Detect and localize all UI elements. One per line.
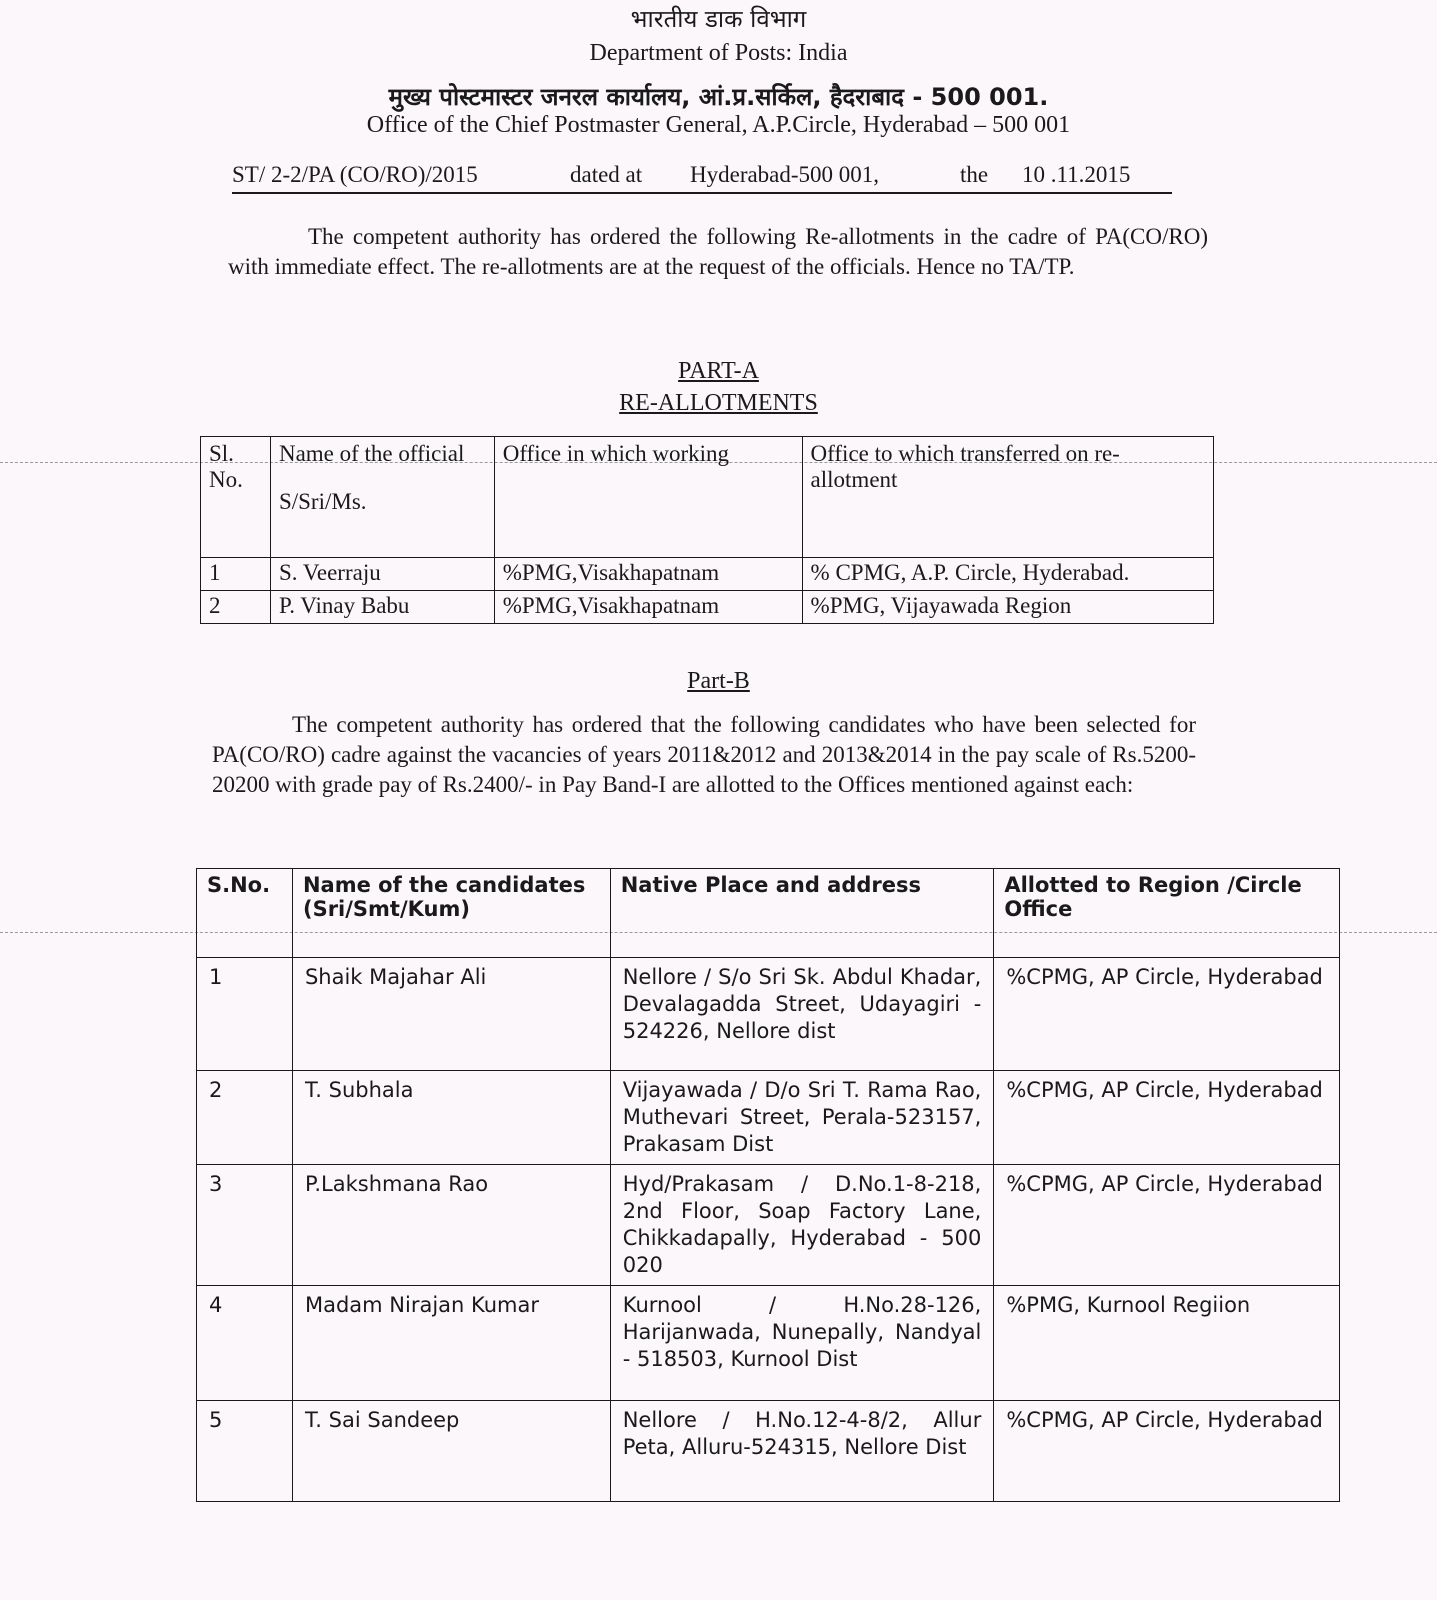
header-office-working: Office in which working (494, 437, 802, 558)
cell-allotted: %CPMG, AP Circle, Hyderabad (994, 1165, 1340, 1286)
reference-dated-label: dated at (570, 162, 643, 187)
cell-address: Hyd/Prakasam / D.No.1-8-218, 2nd Floor, Soap Factory Lane, Chikkadapally, Hyderabad - 500 020 (610, 1165, 994, 1286)
reallotment-table (200, 436, 1214, 624)
reference-date: 10 .11.2015 (1022, 162, 1131, 187)
header-office-transferred: Office to which transferred on re-allotment (802, 437, 1213, 558)
candidate-allotment-table (196, 868, 1340, 1502)
cell-name: P. Vinay Babu (270, 591, 494, 624)
cell-name: T. Sai Sandeep (292, 1401, 610, 1502)
header-sno: S.No. (197, 869, 293, 958)
part-a-subtitle: RE-ALLOTMENTS (619, 390, 818, 416)
cell-name: Madam Nirajan Kumar (292, 1286, 610, 1401)
cell-allotted: %CPMG, AP Circle, Hyderabad (994, 1401, 1340, 1502)
cell-address: Nellore / H.No.12-4-8/2, Allur Peta, Alluru-524315, Nellore Dist (610, 1401, 994, 1502)
cell-sno: 2 (197, 1071, 293, 1165)
cell-name: T. Subhala (292, 1071, 610, 1165)
cell-allotted: %PMG, Kurnool Regiion (994, 1286, 1340, 1401)
part-a-title: PART-A (678, 358, 759, 384)
office-heading: Office of the Chief Postmaster General, A.P.Circle, Hyderabad – 500 001 (366, 112, 1071, 138)
cell-working: %PMG,Visakhapatnam (494, 591, 802, 624)
reference-the-label: the (960, 162, 989, 187)
cell-working: %PMG,Visakhapatnam (494, 558, 802, 591)
reference-line (232, 160, 1172, 194)
table-row (197, 1286, 1340, 1401)
cell-name: S. Veerraju (270, 558, 494, 591)
department-heading: Department of Posts: India (589, 40, 848, 66)
hindi-department-heading: भारतीय डाक विभाग (630, 5, 807, 33)
header-allotted-office: Allotted to Region /Circle Office (994, 869, 1340, 958)
table-row (197, 958, 1340, 1071)
table-row (201, 591, 1214, 624)
part-b-paragraph: The competent authority has ordered that the following candidates who have been selected for PA(CO/RO) cadre against the vacancies of years 2011&2012 and 2013&2014 in the pay scale of Rs.5200-20200 with grade pay of Rs.2400/- in Pay Band-I are allotted to the Offices mentioned against each: (212, 712, 1196, 797)
cell-sno: 3 (197, 1165, 293, 1286)
header-name-of-official (270, 437, 494, 558)
header-sl-no: Sl. No. (201, 437, 271, 558)
cell-name: P.Lakshmana Rao (292, 1165, 610, 1286)
cell-sno: 4 (197, 1286, 293, 1401)
cell-sl: 1 (201, 558, 271, 591)
cell-allotted: %CPMG, AP Circle, Hyderabad (994, 1071, 1340, 1165)
cell-transferred: %PMG, Vijayawada Region (802, 591, 1213, 624)
table-row (201, 558, 1214, 591)
header-name-label: Name of the official (278, 441, 465, 466)
header-name-sub: S/Sri/Ms. (278, 489, 367, 514)
part-b-title: Part-B (687, 668, 750, 694)
cell-address: Kurnool / H.No.28-126, Harijanwada, Nunepally, Nandyal - 518503, Kurnool Dist (610, 1286, 994, 1401)
reference-place: Hyderabad-500 001, (690, 162, 880, 187)
cell-address: Vijayawada / D/o Sri T. Rama Rao, Muthevari Street, Perala-523157, Prakasam Dist (610, 1071, 994, 1165)
table-row (197, 1401, 1340, 1502)
cell-sno: 1 (197, 958, 293, 1071)
header-candidate-name: Name of the candidates (Sri/Smt/Kum) (292, 869, 610, 958)
cell-name: Shaik Majahar Ali (292, 958, 610, 1071)
table-row (197, 1071, 1340, 1165)
table-header-row (197, 869, 1340, 958)
reference-number: ST/ 2-2/PA (CO/RO)/2015 (232, 162, 478, 187)
hindi-office-heading: मुख्य पोस्टमास्टर जनरल कार्यालय, आं.प्र.सर्किल, हैदराबाद - 500 001. (388, 83, 1049, 111)
cell-address: Nellore / S/o Sri Sk. Abdul Khadar, Devalagadda Street, Udayagiri - 524226, Nellore dist (610, 958, 994, 1071)
intro-paragraph: The competent authority has ordered the following Re-allotments in the cadre of PA(CO/RO) with immediate effect. The re-allotments are at the request of the officials. Hence no TA/TP. (228, 224, 1208, 279)
table-header-row (201, 437, 1214, 558)
cell-allotted: %CPMG, AP Circle, Hyderabad (994, 958, 1340, 1071)
cell-sno: 5 (197, 1401, 293, 1502)
table-row (197, 1165, 1340, 1286)
cell-transferred: % CPMG, A.P. Circle, Hyderabad. (802, 558, 1213, 591)
header-native-place: Native Place and address (610, 869, 994, 958)
cell-sl: 2 (201, 591, 271, 624)
